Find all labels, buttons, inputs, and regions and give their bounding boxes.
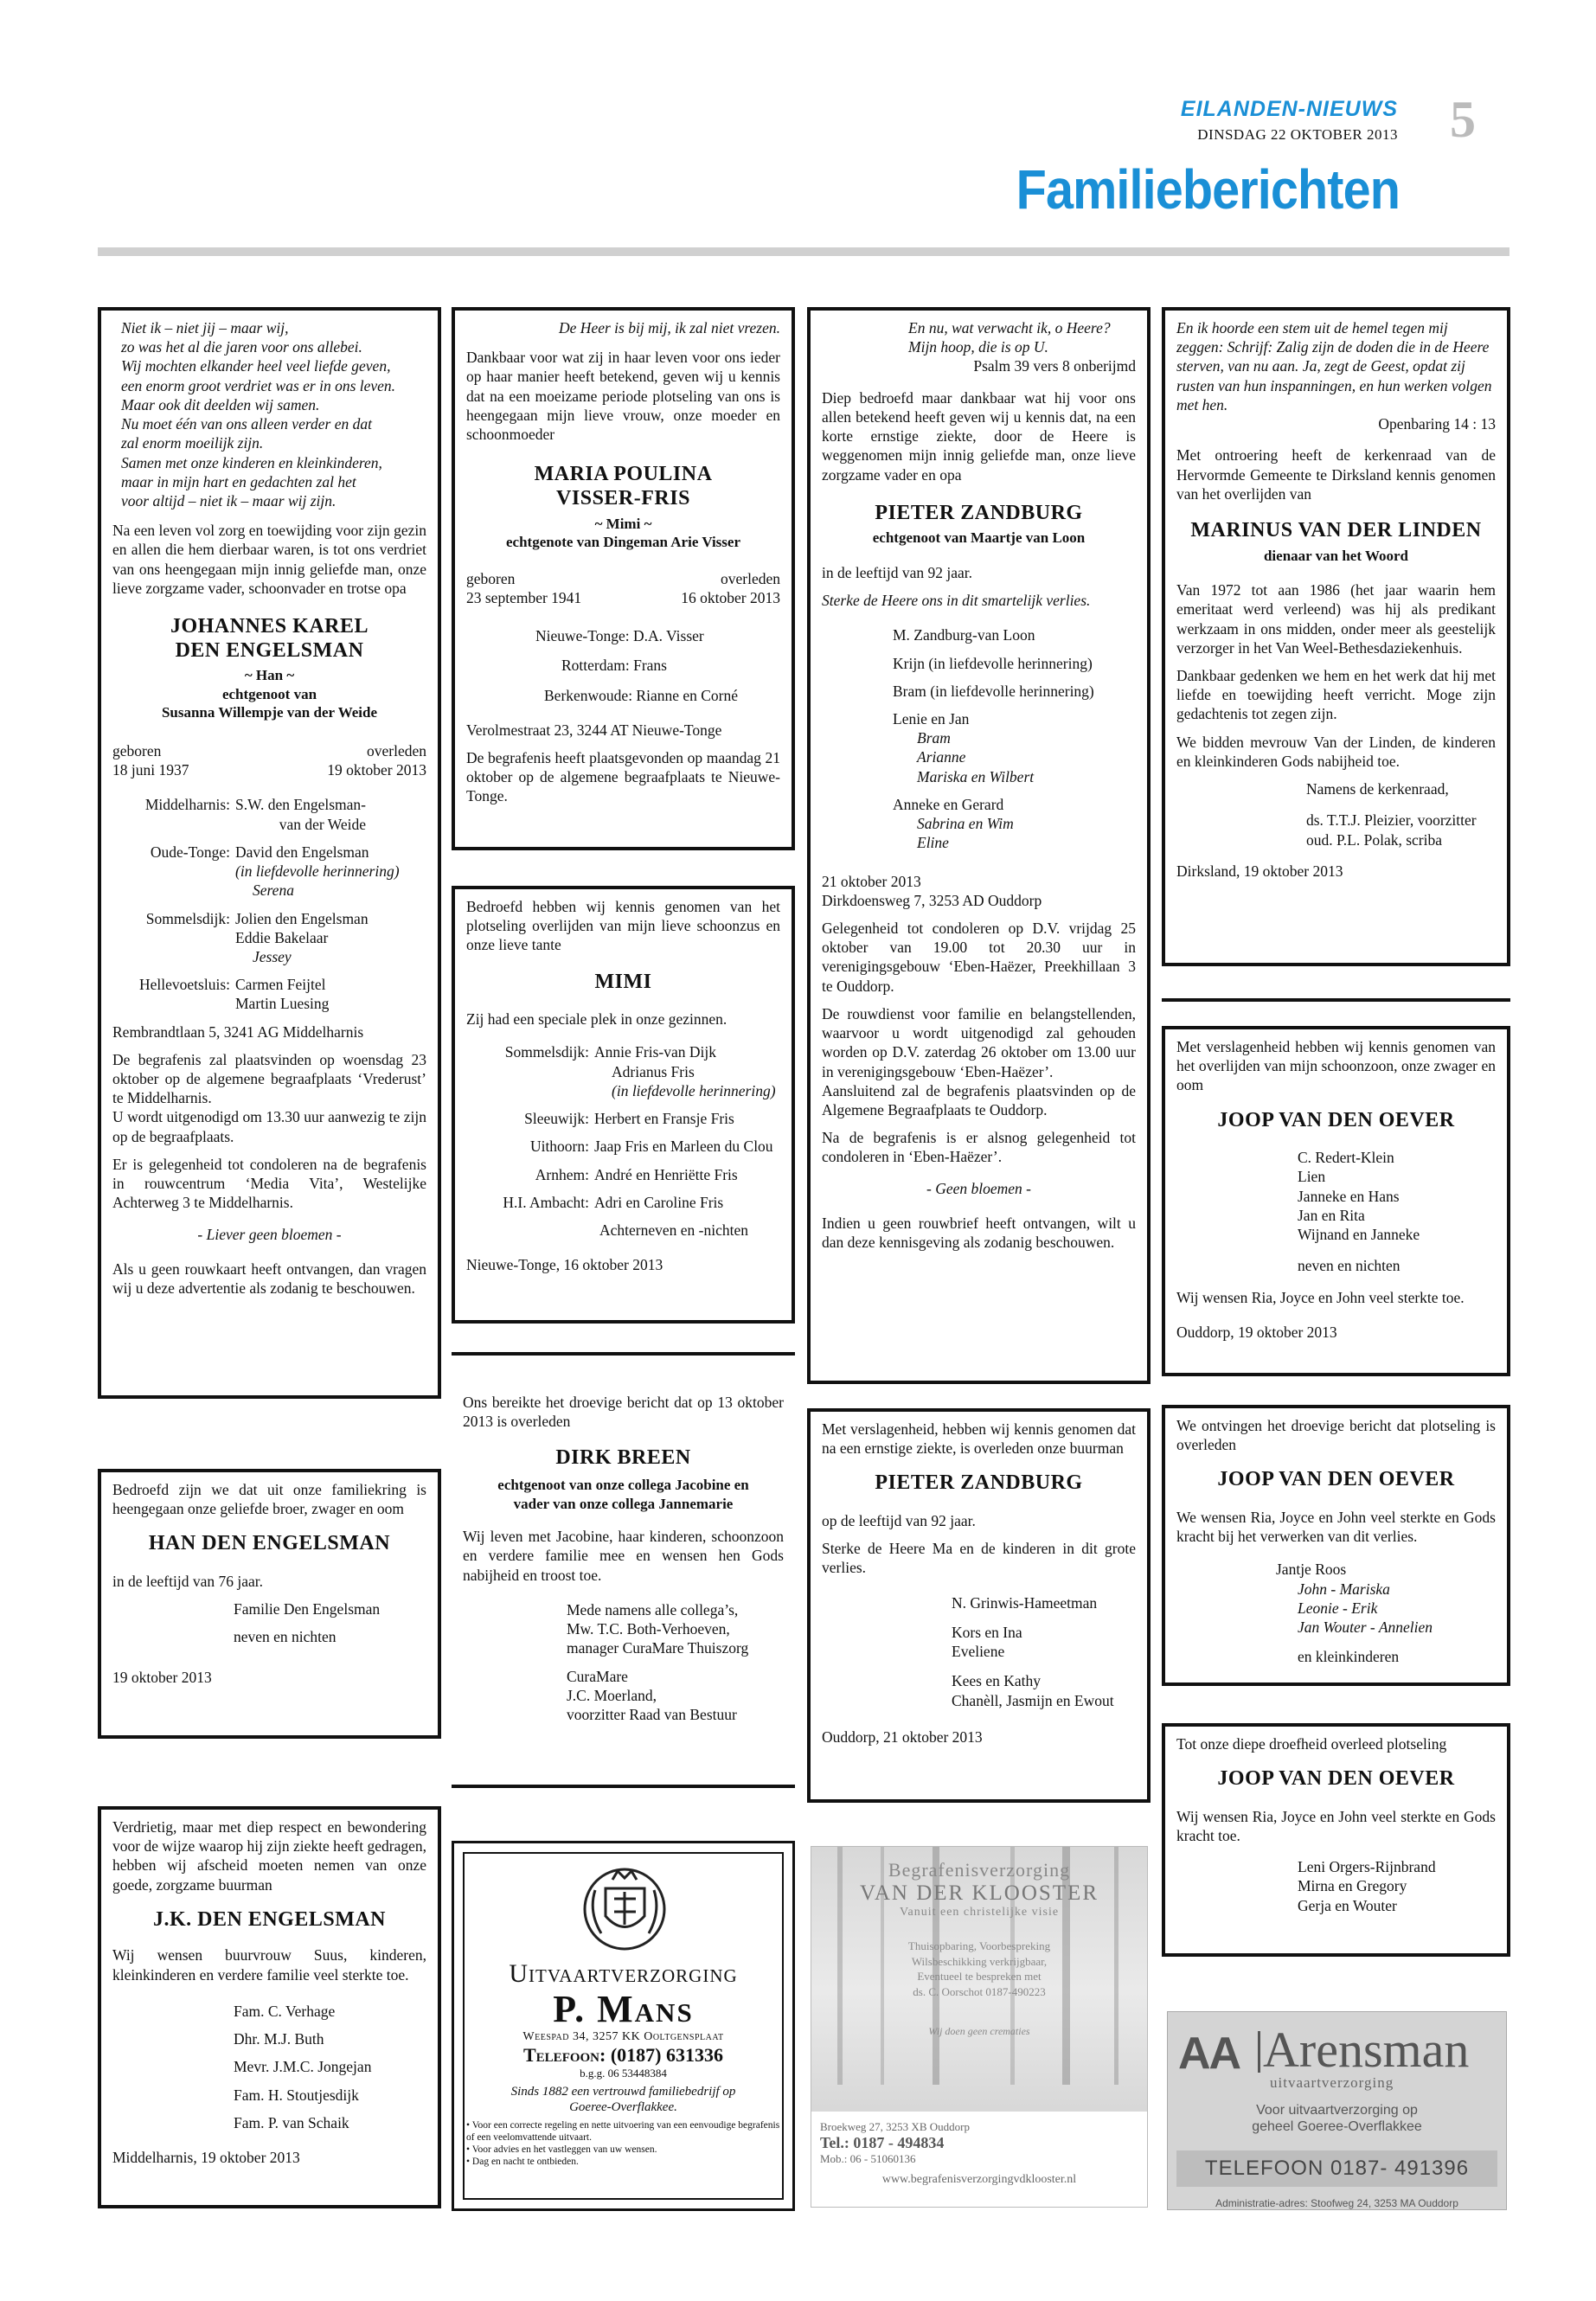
ad-title: Uitvaartverzorging <box>509 1959 738 1988</box>
footer-line: Dirksland, 19 oktober 2013 <box>1176 862 1343 880</box>
intro-text: Dankbaar voor wat zij in haar leven voor ons ieder op haar manier heeft betekend, geven wij u kennis dat na een moeizame periode plotseling van ons is heengegaan mijn lieve vrouw, onze moeder en schoonmoeder <box>466 349 780 444</box>
spouse-line: echtgenoot van Maartje van Loon <box>872 529 1086 547</box>
ad-brand: Arensman <box>1263 2022 1470 2078</box>
separator <box>452 1785 795 1788</box>
ad-brand: VAN DER KLOOSTER <box>860 1881 1099 1905</box>
funeral-info: De begrafenis heeft plaatsgevonden op maandag 21 oktober op de algemene begraafplaats te Nieuwe-Tonge. <box>466 748 780 805</box>
after-info: Na de begrafenis is er alsnog gelegenheid tot condoleren in ‘Eben-Haëzer’. <box>822 1129 1136 1166</box>
ad-since: Sinds 1882 een vertrouwd familiebedrijf op Goeree-Overflakkee. <box>510 2085 736 2115</box>
ad-tagline: Voor uitvaartverzorging op geheel Goeree-Overflakkee <box>1252 2103 1422 2135</box>
family-entry: Oude-Tonge: David den Engelsman (in liefdevolle herinnering) Serena <box>150 843 400 900</box>
family-entry: Middelharnis: S.W. den Engelsman- van der Weide <box>144 796 366 833</box>
intro-text: Ons bereikte het droevige bericht dat op 13 oktober 2013 is overleden <box>463 1394 784 1431</box>
footer-line: Nieuwe-Tonge, 16 oktober 2013 <box>466 1256 663 1274</box>
paragraph: Van 1972 tot aan 1986 (het jaar waarin hem emeritaat werd verleend) was hij als predikant werkzaam in ons midden, onder meer als geestelijk verzorger in het Van Weel-Bethesdaziekenhuis. <box>1176 581 1496 657</box>
obituary-jk-den-engelsman <box>98 1806 441 2208</box>
footer-line: Ouddorp, 19 oktober 2013 <box>1176 1323 1337 1341</box>
notice-note: Indien u geen rouwbrief heeft ontvangen, wilt u dan deze kennisgeving als zodanig beschouwen. <box>822 1214 1136 1252</box>
newspaper-brand: EILANDEN-NIEUWS <box>1180 97 1398 121</box>
relation-line: echtgenoot van onze collega Jacobine en <box>497 1477 749 1494</box>
intro-text: Verdrietig, maar met diep respect en bewondering voor de wijze waarop hij zijn ziekte heeft gedragen, hebben wij afscheid moeten nemen van onze goede, zorgzame buurman <box>112 1818 426 1894</box>
bible-verse: En ik hoorde een stem uit de hemel tegen mij zeggen: Schrijf: Zalig zijn de doden die in de Heere sterven, van nu aan. Ja, zegt de Geest, opdat zij rusten van hun inspanningen, en hun werken volgen met hen. <box>1176 319 1492 413</box>
service-info-2: Aansluitend zal de begrafenis plaatsvinden op de Algemene Begraafplaats te Ouddorp. <box>822 1081 1136 1118</box>
funeral-info: De begrafenis zal plaatsvinden op woensdag 23 oktober op de algemene begraafplaats ‘Vrederust’ te Middelharnis. <box>112 1050 426 1107</box>
ad-tagline: Vanuit een christelijke visie <box>899 1906 1060 1919</box>
ad-uitvaartverzorging-p-mans <box>452 1841 795 2211</box>
deceased-name: MARIA POULINA VISSER-FRIS <box>534 463 713 510</box>
list-item: • Dag en nacht te ontbieden. <box>466 2156 579 2167</box>
coat-of-arms-icon <box>580 1864 670 1955</box>
age-line: op de leeftijd van 92 jaar. <box>822 1512 976 1530</box>
ad-alt-phone: b.g.g. 06 53448384 <box>580 2067 667 2080</box>
notice-note: Als u geen rouwkaart heeft ontvangen, dan vragen wij u deze advertentie als zodanig te beschouwen. <box>112 1259 426 1298</box>
nickname: ~ Han ~ <box>244 667 295 684</box>
extra-line: Achterneven en -nichten <box>599 1221 749 1239</box>
ad-arensman-uitvaartverzorging <box>1167 2011 1507 2210</box>
obituary-dirk-breen <box>452 1393 795 1773</box>
obituary-mimi <box>452 886 795 1324</box>
spouse-line: echtgenote van Dingeman Arie Visser <box>505 534 741 551</box>
dates-labels: geboren overleden <box>466 569 780 587</box>
deceased-name: HAN DEN ENGELSMAN <box>148 1532 391 1555</box>
deceased-name: PIETER ZANDBURG <box>875 501 1083 524</box>
separator <box>1162 998 1510 1002</box>
family-entry: Sommelsdijk: Jolien den Engelsman Eddie Bakelaar Jessey <box>145 909 369 965</box>
obituary-johannes-karel-den-engelsman <box>98 307 441 1399</box>
paragraph: Dankbaar gedenken we hem en het werk dat hij met liefde en toewijding heeft verricht. Moge zijn gedachtenis tot zegen zijn. <box>1176 667 1496 723</box>
signatories: C. Redert-Klein Lien Janneke en Hans Jan en Rita Wijnand en Janneke neven en nichten <box>1298 1149 1420 1275</box>
separator <box>452 1352 795 1356</box>
message: Wij leven met Jacobine, haar kinderen, schoonzoon en verdere familie mee en wensen hen Gods nabijheid en troost toe. <box>463 1528 784 1584</box>
deceased-name: MARINUS VAN DER LINDEN <box>1190 518 1482 542</box>
ad-website-link[interactable]: www.begrafenisverzorgingvdklooster.nl <box>881 2173 1077 2186</box>
ad-address: Weespad 34, 3257 KK Ooltgensplaat <box>522 2030 724 2044</box>
intro-text: Tot onze diepe droefheid overleed plotseling <box>1176 1735 1447 1753</box>
obituary-pieter-zandburg-neighbours <box>807 1408 1151 1803</box>
dates-values: 23 september 1941 16 oktober 2013 <box>466 588 780 606</box>
dates-labels: geboren overleden <box>112 741 426 760</box>
intro-text: Diep bedroefd maar dankbaar wat hij voor ons allen betekend heeft geven wij u kennis dat, na een korte ernstige ziekte, door de Heere is weggenomen mijn innig geliefde man, onze lieve zorgzame vader en opa <box>822 388 1136 484</box>
nickname: ~ Mimi ~ <box>594 515 652 532</box>
spouse-name: Susanna Willempje van der Weide <box>161 704 378 721</box>
date-line: 21 oktober 2013 <box>822 872 921 890</box>
signatories: Namens de kerkenraad, ds. T.T.J. Pleizier, voorzitter oud. P.L. Polak, scriba <box>1306 780 1477 849</box>
footer-line: Middelharnis, 19 oktober 2013 <box>112 2149 300 2166</box>
header-rule <box>98 247 1509 256</box>
intro-text: Bedroefd hebben wij kennis genomen van het plotseling overlijden van mijn lieve schoonzus en onze lieve tante <box>466 898 780 954</box>
family-entry: Sommelsdijk: Annie Fris-van Dijk Adrianus Fris (in liefdevolle herinnering) <box>504 1043 776 1099</box>
obituary-joop-van-den-oever-family <box>1162 1026 1510 1376</box>
family-entry: H.I. Ambacht: Adri en Caroline Fris <box>503 1193 724 1211</box>
signatories: Leni Orgers-Rijnbrand Mirna en Gregory Gerja en Wouter <box>1298 1858 1436 1914</box>
title-line: dienaar van het Woord <box>1263 547 1409 564</box>
signatories: Fam. C. Verhage Dhr. M.J. Buth Mevr. J.M.C. Jongejan Fam. H. Stoutjesdijk Fam. P. van Schaik <box>234 2002 372 2131</box>
issue-date: DINSDAG 22 OKTOBER 2013 <box>1197 126 1398 143</box>
wish-text: We wensen Ria, Joyce en John veel sterkte en Gods kracht bij het verwerken van dit verlies. <box>1176 1509 1496 1546</box>
obituary-han-den-engelsman <box>98 1469 441 1739</box>
list-item: • Voor een correcte regeling en nette uitvoering van een eenvoudige begrafenis of een veelomvattende uitvaart. <box>466 2120 780 2144</box>
family-entry: Sleeuwijk: Herbert en Fransje Fris <box>524 1110 734 1128</box>
obituary-marinus-van-der-linden <box>1162 307 1510 966</box>
page-number: 5 <box>1450 91 1476 148</box>
verse: Sterke de Heere ons in dit smartelijk verlies. <box>822 592 1091 610</box>
deceased-name: PIETER ZANDBURG <box>875 1471 1083 1495</box>
deceased-name: JOOP VAN DEN OEVER <box>1217 1108 1455 1131</box>
family-list: Nieuwe-Tonge: D.A. Visser Rotterdam: Frans Berkenwoude: Rianne en Corné <box>535 627 739 704</box>
condolence-info: Er is gelegenheid tot condoleren na de begrafenis in rouwcentrum ‘Media Vita’, Westelijke Achterweg 3 te Middelharnis. <box>112 1155 426 1212</box>
ad-title: Begrafenisverzorging <box>888 1859 1071 1881</box>
intro-text: Met verslagenheid hebben wij kennis genomen van het overlijden van mijn schoonzoon, onze zwager en oom <box>1176 1038 1496 1094</box>
ad-subtitle: uitvaartverzorging <box>1270 2074 1394 2091</box>
ad-note: Wij doen geen crematies <box>928 2025 1030 2038</box>
address: Rembrandtlaan 5, 3241 AG Middelharnis <box>112 1022 364 1041</box>
obituary-joop-van-den-oever-friend <box>1162 1405 1510 1686</box>
intro-text: Met ontroering heeft de kerkenraad van de Hervormde Gemeente te Dirksland kennis genomen van het overlijden van <box>1176 446 1496 503</box>
deceased-name: JOOP VAN DEN OEVER <box>1217 1468 1455 1491</box>
age-line: in de leeftijd van 92 jaar. <box>822 563 972 581</box>
ad-brand: P. Mans <box>553 1988 694 2030</box>
address: Verolmestraat 23, 3244 AT Nieuwe-Tonge <box>466 721 722 739</box>
flowers-note: - Geen bloemen - <box>926 1179 1031 1197</box>
signatories: N. Grinwis-Hameetman Kors en Ina Eveliene Kees en Kathy Chanèll, Jasmijn en Ewout <box>952 1593 1114 1709</box>
signatories: Mede namens alle collega’s, Mw. T.C. Both-Verhoeven, manager CuraMare Thuiszorg CuraMare J.C. Moerland, voorzitter Raad van Bestuur <box>567 1600 749 1723</box>
footer-line: Ouddorp, 21 oktober 2013 <box>822 1727 983 1746</box>
deceased-name: MIMI <box>594 970 652 993</box>
intro-text: Met verslagenheid, hebben wij kennis genomen dat na een ernstige ziekte, is overleden onze buurman <box>822 1420 1136 1458</box>
intro-text: Bedroefd zijn we dat uit onze familiekring is heengegaan onze geliefde broer, zwager en oom <box>112 1481 426 1518</box>
family-list: M. Zandburg-van Loon Krijn (in liefdevolle herinnering) Bram (in liefdevolle herinnering) Lenie en Jan Bram Arianne Mariska en Wilbert Anneke en Gerard Sabrina en Wim Eline <box>893 626 1094 852</box>
ad-phone: Telefoon: (0187) 631336 <box>523 2044 723 2067</box>
section-title: Familieberichten <box>1016 158 1400 221</box>
signatories: Familie Den Engelsman neven en nichten <box>234 1600 381 1646</box>
relation-line: vader van onze collega Jannemarie <box>513 1495 734 1512</box>
wish-text: Wij wensen buurvrouw Suus, kinderen, kleinkinderen en verdere familie veel sterkte toe. <box>112 1946 426 1984</box>
service-info: De rouwdienst voor familie en belangstellenden, waarvoor u wordt uitgenodigd zal gehouden worden op D.V. zaterdag 26 oktober om 13.00 uur in verenigingsgebouw ‘Eben-Haëzer’. <box>822 1004 1136 1080</box>
dates-values: 18 juni 1937 19 oktober 2013 <box>112 761 426 779</box>
intro-text: We ontvingen het droevige bericht dat plotseling is overleden <box>1176 1417 1496 1454</box>
poem: De Heer is bij mij, ik zal niet vrezen. <box>559 319 780 336</box>
obituary-joop-van-den-oever-3 <box>1162 1723 1510 1957</box>
flowers-note: - Liever geen bloemen - <box>197 1225 342 1243</box>
deceased-name: DIRK BREEN <box>555 1446 691 1470</box>
ad-contact: Broekweg 27, 3253 XB Ouddorp Tel.: 0187 - 494834 Mob.: 06 - 51060136 www.begrafenisverzorgingvdklooster.nl <box>811 2112 1147 2207</box>
family-entry: Uithoorn: Jaap Fris en Marleen du Clou <box>529 1138 773 1156</box>
bible-reference: Openbaring 14 : 13 <box>1378 415 1496 433</box>
obituary-maria-poulina-visser-fris <box>452 307 795 850</box>
deceased-name: J.K. DEN ENGELSMAN <box>152 1907 387 1931</box>
wish-text: Wij wensen Ria, Joyce en John veel sterkte en Gods kracht toe. <box>1176 1807 1496 1845</box>
poem: En nu, wat verwacht ik, o Heere? Mijn hoop, die is op U. <box>908 319 1111 356</box>
address: Dirkdoensweg 7, 3253 AD Ouddorp <box>822 891 1042 909</box>
spouse-line: echtgenoot van <box>221 685 317 702</box>
psalm-reference: Psalm 39 vers 8 onberijmd <box>973 357 1136 375</box>
poem: Niet ik – niet jij – maar wij, zo was het al die jaren voor ons allebei. Wij mochten elkander heel veel liefde geven, een enorm groot verdriet was er in ons leven. Maar ook dit deelden wij samen. Nu moet één van ons alleen verder en dat zal enorm moeilijk zijn. Samen met onze kinderen en kleinkinderen, maar in mijn hart en gedachten zal het voor altijd – niet ik – maar wij zijn. <box>121 319 396 510</box>
age-line: in de leeftijd van 76 jaar. <box>112 1573 263 1591</box>
message: Zij had een speciale plek in onze gezinnen. <box>466 1010 727 1029</box>
paragraph: We bidden mevrouw Van der Linden, de kinderen en kleinkinderen Gods nabijheid toe. <box>1176 733 1496 770</box>
ad-begrafenisverzorging-van-der-klooster <box>811 1846 1148 2208</box>
wish-text: Sterke de Heere Ma en de kinderen in dit grote verlies. <box>822 1540 1136 1577</box>
funeral-info-2: U wordt uitgenodigd om 13.30 uur aanwezig te zijn op de begraafplaats. <box>112 1108 426 1145</box>
arensman-logo-icon: AA <box>1178 2029 1240 2079</box>
family-entry: Arnhem: André en Henriëtte Fris <box>535 1165 738 1183</box>
deceased-name: JOOP VAN DEN OEVER <box>1217 1767 1455 1791</box>
ad-phone: TELEFOON 0187- 491396 <box>1176 2150 1497 2187</box>
list-item: • Voor advies en het vastleggen van uw wensen. <box>466 2144 657 2155</box>
family-entry: Hellevoetsluis: Carmen Feijtel Martin Luesing <box>139 976 330 1013</box>
deceased-name: JOHANNES KAREL DEN ENGELSMAN <box>170 615 369 662</box>
obituary-pieter-zandburg <box>807 307 1151 1384</box>
date-line: 19 oktober 2013 <box>112 1668 212 1686</box>
wish-text: Wij wensen Ria, Joyce en John veel sterkte toe. <box>1176 1288 1465 1306</box>
intro-text: Na een leven vol zorg en toewijding voor zijn gezin en allen die hem dierbaar waren, is tot ons verdriet van ons heengegaan mijn innig geliefde man, onze lieve zorgzame vader, schoonvader en trotse opa <box>112 522 426 597</box>
ad-address: Administratie-adres: Stoofweg 24, 3253 MA Ouddorp <box>1215 2197 1458 2209</box>
condolence-info: Gelegenheid tot condoleren op D.V. vrijdag 25 oktober van 19.00 tot 20.30 uur in verenigingsgebouw ‘Eben-Haëzer, Preekhillaan 3 te Ouddorp. <box>822 919 1136 995</box>
signatories: Jantje Roos John - Mariska Leonie - Erik Jan Wouter - Annelien en kleinkinderen <box>1276 1561 1433 1666</box>
ad-services: Thuisopbaring, Voorbespreking Wilsbeschikking verkrijgbaar, Eventueel te bespreken met ds. C. Oorschot 0187-490223 <box>907 1939 1051 1998</box>
